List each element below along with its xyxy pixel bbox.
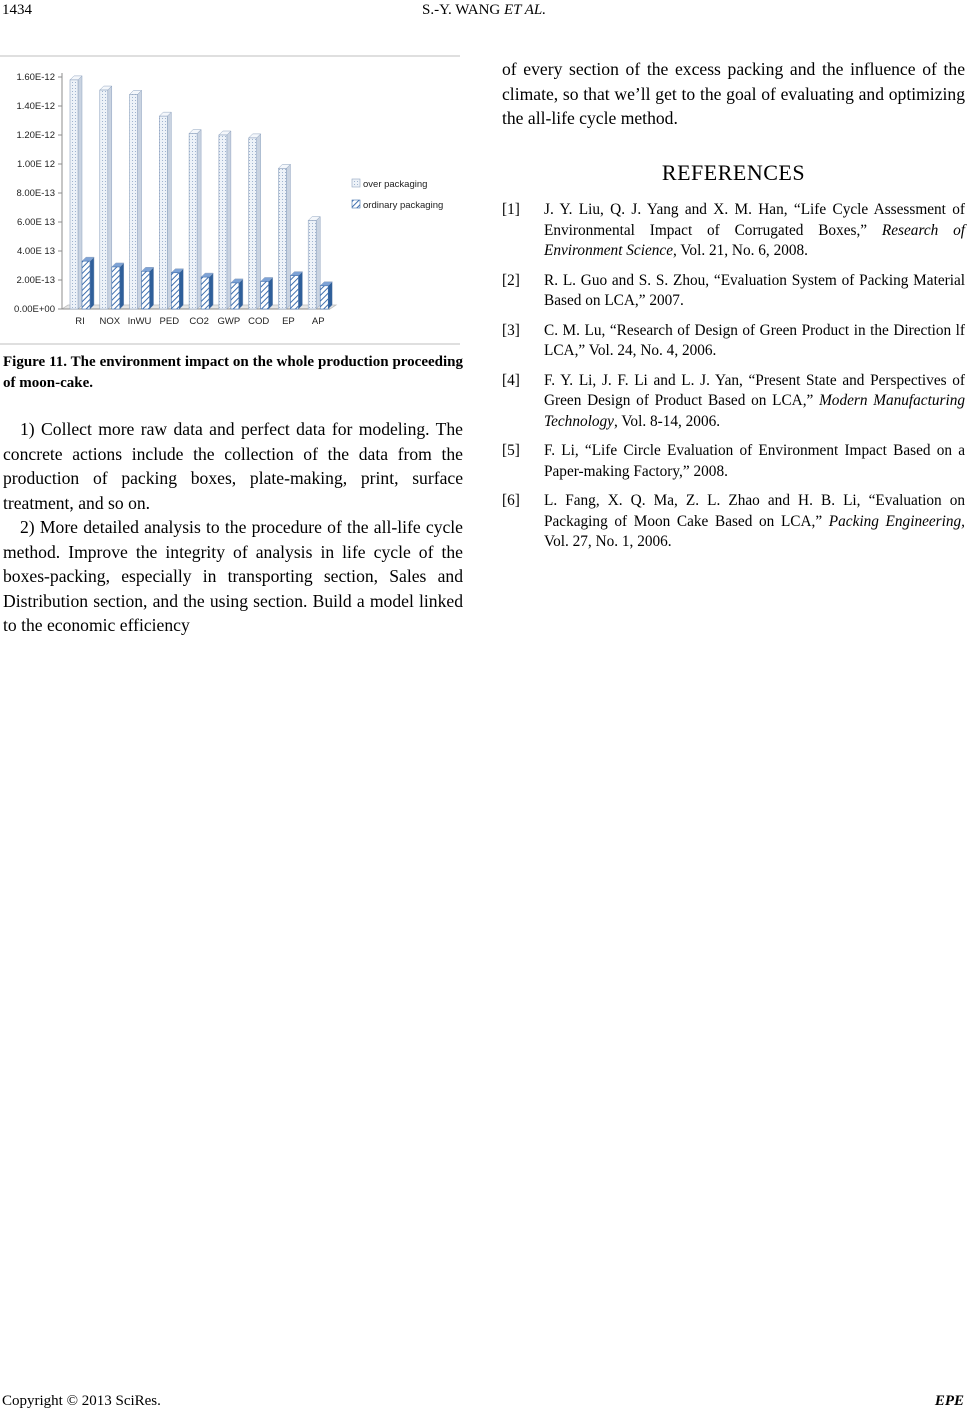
figure-11-chart (0, 55, 460, 345)
x-category-label: NOX (99, 316, 121, 327)
bar-ordinary-packaging (142, 271, 150, 309)
reference-item (502, 441, 965, 482)
legend-label: ordinary packaging (363, 200, 444, 211)
bar-side (286, 164, 290, 309)
bar-side (227, 131, 231, 309)
y-tick-label: 1.40E-12 (16, 101, 55, 112)
y-tick-label: 1.60E-12 (16, 72, 55, 83)
figure-caption: Figure 11. The environment impact on the whole production proceeding of moon-cake. (3, 354, 463, 391)
legend-swatch (352, 179, 360, 187)
bar-side (209, 273, 213, 309)
bar-side (257, 134, 261, 309)
x-category-label: PED (159, 316, 180, 327)
right-body-text (502, 57, 965, 131)
reference-number: [3] (502, 321, 520, 339)
reference-text-tail: , Vol. 8-14, 2006. (613, 412, 721, 430)
y-tick-label: 8.00E-13 (16, 188, 55, 199)
bar-side (150, 267, 154, 309)
reference-item (502, 491, 965, 553)
x-category-label: RI (75, 316, 85, 327)
bar-ordinary-packaging (290, 276, 298, 309)
reference-number: [5] (502, 442, 520, 459)
bar-over-packaging (130, 94, 138, 309)
bar-ordinary-packaging (201, 277, 209, 309)
bar-side (328, 282, 332, 309)
footer-copyright: Copyright © 2013 SciRes. (2, 1393, 161, 1409)
x-category-label: EP (282, 316, 295, 327)
y-tick-label: 1.20E-12 (16, 130, 55, 141)
bar-ordinary-packaging (320, 286, 328, 309)
paragraph-1: 1) Collect more raw data and perfect data for modeling. The concrete actions include the collection of the data from the production of packing boxes, plate-making, print, surface treatment, and so on. (3, 419, 463, 513)
bar-side (298, 272, 302, 309)
page-number: 1434 (2, 2, 32, 18)
y-tick-label: 1.00E 12 (16, 159, 55, 170)
reference-text-main: R. L. Guo and S. S. Zhou, “Evaluation System of Packing Material Based on LCA,” 2007. (544, 271, 965, 309)
reference-number: [6] (502, 492, 520, 509)
y-tick-label: 2.00E-13 (16, 275, 55, 286)
bar-over-packaging (308, 221, 316, 309)
running-title-etal: ET AL. (504, 2, 546, 18)
reference-text-main: F. Li, “Life Circle Evaluation of Environment Impact Based on a Paper-making Factory,” 2008. (544, 442, 965, 480)
x-category-label: COD (248, 316, 270, 327)
reference-source-italic: Research of Environment Science (544, 221, 965, 259)
bar-side (269, 277, 273, 309)
bar-over-packaging (100, 90, 108, 309)
reference-text-main: L. Fang, X. Q. Ma, Z. L. Zhao and H. B. Li, “Evaluation on Packaging of Moon Cake Based on LCA,” (544, 492, 965, 530)
running-title-authors: S.-Y. WANG (422, 2, 501, 18)
bar-over-packaging (219, 135, 227, 309)
reference-text (544, 371, 965, 433)
reference-source-italic: Modern Manufacturing Technology (544, 392, 965, 430)
reference-text-tail: Vol. 27, No. 1, 2006. (544, 533, 672, 550)
bar-side (108, 86, 112, 309)
references-list (502, 200, 965, 562)
footer-journal: EPE (934, 1393, 964, 1409)
bar-ordinary-packaging (82, 261, 90, 309)
reference-text (544, 200, 965, 262)
bar-side (239, 279, 243, 309)
left-body-text (3, 417, 463, 638)
reference-item (502, 271, 965, 312)
bar-over-packaging (159, 116, 167, 309)
reference-source-italic: Packing Engineering, (828, 512, 965, 530)
reference-text (544, 321, 965, 362)
x-category-label: AP (311, 316, 325, 327)
bar-side (167, 112, 171, 309)
x-category-label: CO2 (189, 316, 209, 327)
bar-side (179, 269, 183, 309)
chart-svg (0, 55, 460, 345)
reference-item (502, 200, 965, 262)
bar-side (197, 130, 201, 309)
references-heading: REFERENCES (661, 160, 806, 185)
bar-side (138, 90, 142, 309)
running-title (0, 2, 968, 19)
bar-over-packaging (70, 80, 78, 309)
reference-item (502, 321, 965, 362)
bar-ordinary-packaging (112, 267, 120, 309)
legend-swatch (352, 200, 360, 208)
bar-over-packaging (189, 134, 197, 309)
paragraph-3: of every section of the excess packing and the influence of the climate, so that we’ll get to the goal of evaluating and optimizing the all-life cycle method. (502, 59, 965, 128)
reference-text (544, 441, 965, 482)
bar-ordinary-packaging (231, 283, 239, 309)
reference-text-main: C. M. Lu, “Research of Design of Green Product in the Direction lf LCA,” Vol. 24, No. 4, 2006. (544, 321, 965, 359)
bar-side (78, 76, 82, 309)
legend-label: over packaging (363, 179, 428, 190)
bar-over-packaging (249, 138, 257, 309)
reference-number: [2] (502, 271, 520, 289)
bar-side (120, 263, 124, 309)
reference-text (544, 271, 965, 312)
x-category-label: GWP (217, 316, 241, 327)
paragraph-2: 2) More detailed analysis to the procedure of the all-life cycle method. Improve the integrity of analysis in life cycle of the boxes-packing, especially in transporting section, Sales and Distribution section, and the using section. Build a model linked to the economic efficiency (3, 517, 463, 635)
bar-ordinary-packaging (261, 281, 269, 309)
bar-side (90, 257, 94, 309)
reference-text (544, 491, 965, 553)
reference-number: [4] (502, 371, 520, 389)
bar-side (316, 217, 320, 309)
x-category-label: InWU (127, 316, 152, 327)
reference-text-tail: , Vol. 21, No. 6, 2008. (672, 242, 808, 259)
reference-item (502, 371, 965, 433)
y-tick-label: 0.00E+00 (14, 304, 55, 315)
reference-text-main: J. Y. Liu, Q. J. Yang and X. M. Han, “Life Cycle Assessment of Environmental Impact of Corrugated Boxes,” (544, 201, 965, 239)
y-tick-label: 4.00E 13 (16, 246, 55, 257)
y-tick-label: 6.00E 13 (16, 217, 55, 228)
bar-ordinary-packaging (171, 273, 179, 309)
reference-number: [1] (502, 201, 520, 218)
bar-over-packaging (278, 168, 286, 309)
reference-text-main: F. Y. Li, J. F. Li and L. J. Yan, “Present State and Perspectives of Green Design of Product Based on LCA,” (544, 371, 965, 409)
